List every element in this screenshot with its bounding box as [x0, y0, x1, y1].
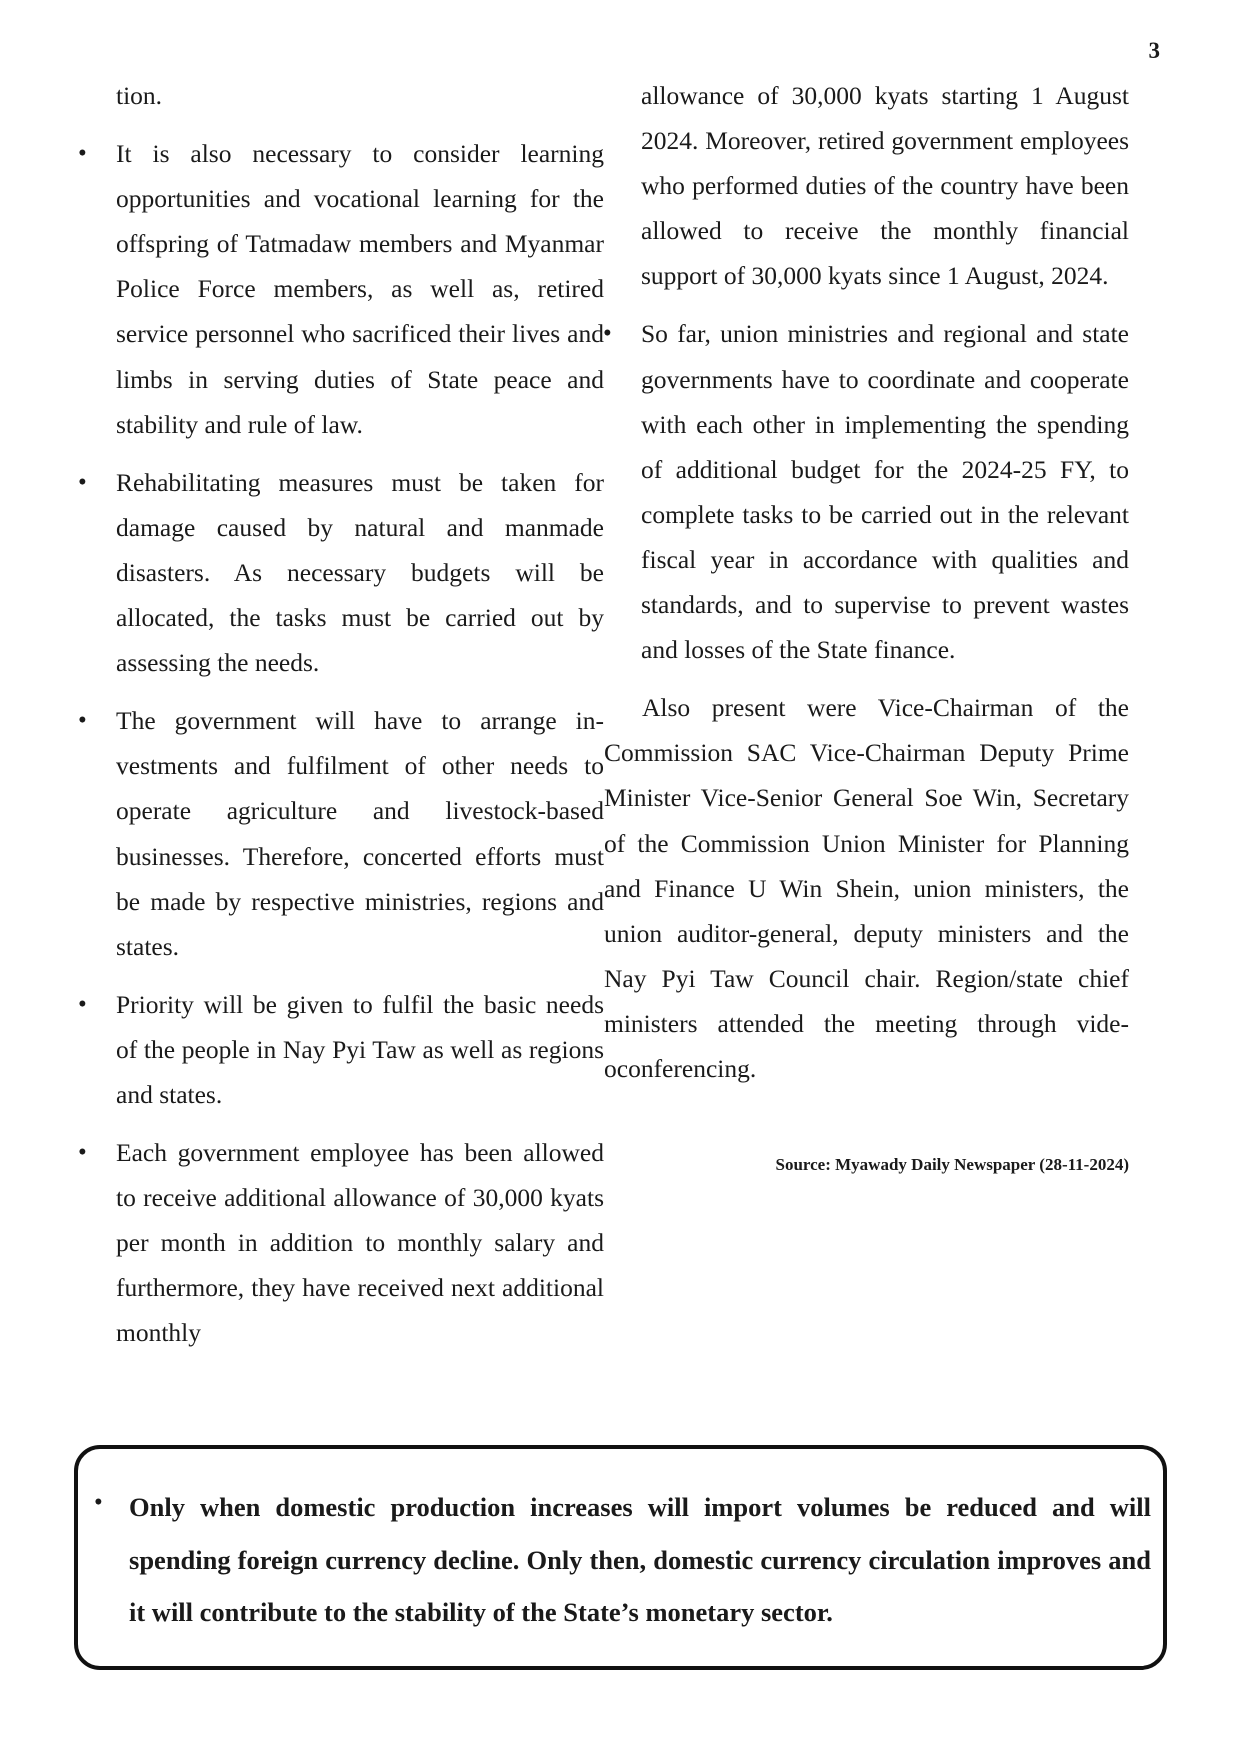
bullet-icon: • — [78, 140, 87, 168]
bullet-text: Each government employee has been allowed to receive additional allowance of 30,000 kyats per month in addition to monthly salary and furthermore, they have received next additional monthly — [116, 1138, 604, 1348]
source-credit: Source: Myawady Daily Newspaper (28-11-2024) — [775, 1155, 1129, 1175]
bullet-text: It is also necessary to consider learning opportunities and vocational learning for the offspring of Tatmadaw members and Myanmar Police Force members, as well as, retired service personnel who sacrificed their lives and limbs in serving duties of State peace and stability and rule of law. — [116, 139, 604, 439]
bullet-icon: • — [603, 320, 612, 348]
left-column — [78, 73, 604, 1369]
continued-fragment: tion. — [116, 81, 163, 110]
bullet-icon: • — [78, 707, 87, 735]
callout-text: Only when domestic production increases will import volumes be reduced and will spending foreign currency decline. Only then, domestic currency circulation improves and it will contribute to the stability of the State’s monetary sector. — [129, 1492, 1151, 1627]
bullet-text: The government will have to arrange investments and fulfilment of other needs to operate agriculture and livestock-based businesses. Therefore, concerted efforts must be made by respective ministries, regions and states. — [116, 706, 604, 961]
bullet-item-basic-needs — [78, 982, 604, 1117]
bullet-icon: • — [78, 468, 87, 496]
bullet-item-employee-allowance — [78, 1130, 604, 1355]
bullet-icon: • — [94, 1489, 103, 1516]
bullet-text: Priority will be given to fulfil the basic needs of the people in Nay Pyi Taw as well as regions and states. — [116, 989, 604, 1109]
bullet-item-rehabilitation — [78, 460, 604, 685]
bullet-item-additional-budget — [603, 311, 1129, 672]
bullet-text: So far, union ministries and regional and state governments have to coordinate and cooperate with each other in implementing the spending of additional budget for the 2024-25 FY, to complete tasks to be carried out in the relevant fiscal year in accordance with qualities and standards, and to supervise to prevent wastes and losses of the State finance. — [641, 319, 1129, 665]
bullet-text: Rehabilitating measures must be taken for damage caused by natural and manmade disasters. As necessary budgets will be allocated, the tasks must be carried out by assessing the needs. — [116, 467, 604, 678]
continued-paragraph: allowance of 30,000 kyats starting 1 August 2024. Moreover, retired government employees who performed duties of the country have been allowed to receive the monthly financial support of 30,000 kyats since 1 August, 2024. — [641, 81, 1129, 291]
right-column — [603, 73, 1129, 1177]
attendees-paragraph: Also present were Vice-Chairman of the Commission SAC Vice-Chairman Deputy Prime Minister Vice-Senior General Soe Win, Secretary of the Commission Union Minister for Planning and Finance U Win Shein, union ministers, the union auditor-general, deputy ministers and the Nay Pyi Taw Council chair. Region/state chief ministers attended the meeting through videoconferencing. — [604, 693, 1129, 1083]
bullet-icon: • — [78, 1139, 87, 1167]
bullet-item-learning-opportunities — [78, 131, 604, 447]
highlight-callout-box — [74, 1445, 1167, 1670]
bullet-item-agriculture-investment — [78, 698, 604, 969]
bullet-icon: • — [78, 990, 87, 1018]
page-number: 3 — [1148, 38, 1160, 63]
